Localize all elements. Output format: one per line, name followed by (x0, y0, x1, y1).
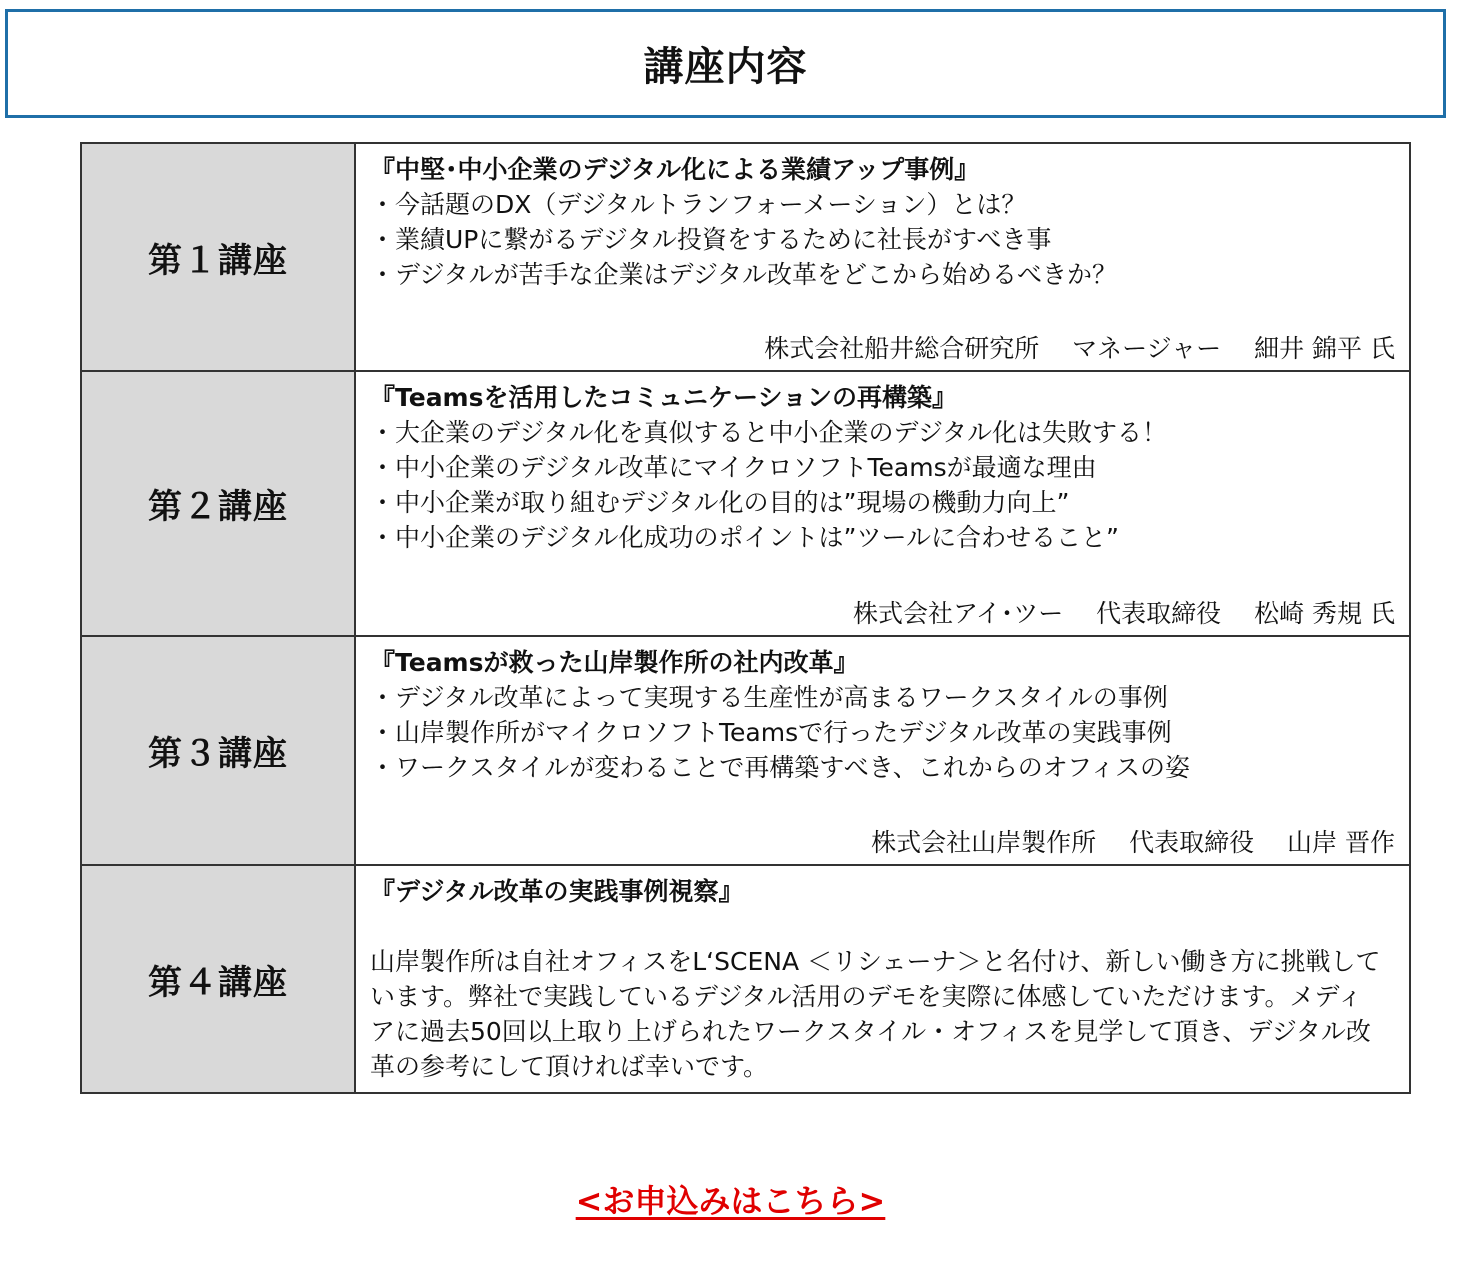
course-label-cell-4 (81, 865, 355, 1093)
course-title: 『Teamsを活用したコミュニケーションの再構築』 (370, 383, 957, 412)
course-content-cell-2 (355, 371, 1410, 636)
course-label: 第３講座 (148, 734, 288, 774)
course-bullet: ・山岸製作所がマイクロソフトTeamsで行ったデジタル改革の実践事例 (370, 718, 1172, 747)
course-label-cell-2 (81, 371, 355, 636)
course-row-1 (81, 143, 1410, 371)
course-bullet: ・大企業のデジタル化を真似すると中小企業のデジタル化は失敗する！ (370, 418, 1168, 447)
course-bullet: ・ワークスタイルが変わることで再構築すべき、これからのオフィスの姿 (370, 753, 1191, 782)
apply-link[interactable]: <お申込みはこちら> (575, 1182, 886, 1220)
course-label: 第４講座 (148, 962, 288, 1003)
course-content-cell-1 (355, 143, 1410, 371)
course-bullet: ・今話題のDX（デジタルトランフォーメーション）とは？ (370, 190, 1027, 219)
course-bullet: ・中小企業のデジタル化成功のポイントは”ツールに合わせること” (370, 523, 1119, 552)
course-speaker: 株式会社山岸製作所 代表取締役 山岸 晋作 (871, 828, 1395, 857)
course-bullet: ・中小企業が取り組むデジタル化の目的は”現場の機動力向上” (370, 488, 1070, 517)
course-content-cell-4 (355, 865, 1410, 1093)
course-title: 『中堅･中小企業のデジタル化による業績アップ事例』 (370, 155, 980, 184)
course-label: 第２講座 (148, 487, 288, 527)
course-label-cell-3 (81, 636, 355, 865)
course-title: 『Teamsが救った山岸製作所の社内改革』 (370, 648, 859, 677)
course-row-4 (81, 865, 1410, 1093)
apply-link-container (0, 1176, 1461, 1222)
course-bullet: ・業績UPに繋がるデジタル投資をするために社長がすべき事 (370, 225, 1052, 254)
course-title: 『デジタル改革の実践事例視察』 (370, 877, 744, 906)
course-bullet: ・デジタルが苦手な企業はデジタル改革をどこから始めるべきか？ (370, 260, 1118, 289)
course-speaker: 株式会社船井総合研究所 マネージャー 細井 錦平 氏 (764, 334, 1395, 363)
course-description: 山岸製作所は自社オフィスをL‘SCENA ＜リシェーナ＞と名付け、新しい働き方に挑戦しています。弊社で実践しているデジタル活用のデモを実際に体感していただけます。メディアに過去50回以上取り上げられたワークスタイル・オフィスを見学して頂き、デジタル改革の参考にして頂ければ幸いです。 (370, 947, 1381, 1081)
page-title: 講座内容 (643, 44, 808, 90)
course-row-2 (81, 371, 1410, 636)
course-row-3 (81, 636, 1410, 865)
course-speaker: 株式会社アイ･ツー 代表取締役 松崎 秀規 氏 (852, 599, 1395, 628)
course-bullet: ・デジタル改革によって実現する生産性が高まるワークスタイルの事例 (370, 683, 1168, 712)
title-box (5, 9, 1446, 118)
course-label: 第１講座 (148, 240, 288, 281)
course-content-cell-3 (355, 636, 1410, 865)
course-bullet: ・中小企業のデジタル改革にマイクロソフトTeamsが最適な理由 (370, 453, 1097, 482)
course-label-cell-1 (81, 143, 355, 371)
course-table (80, 142, 1411, 1094)
